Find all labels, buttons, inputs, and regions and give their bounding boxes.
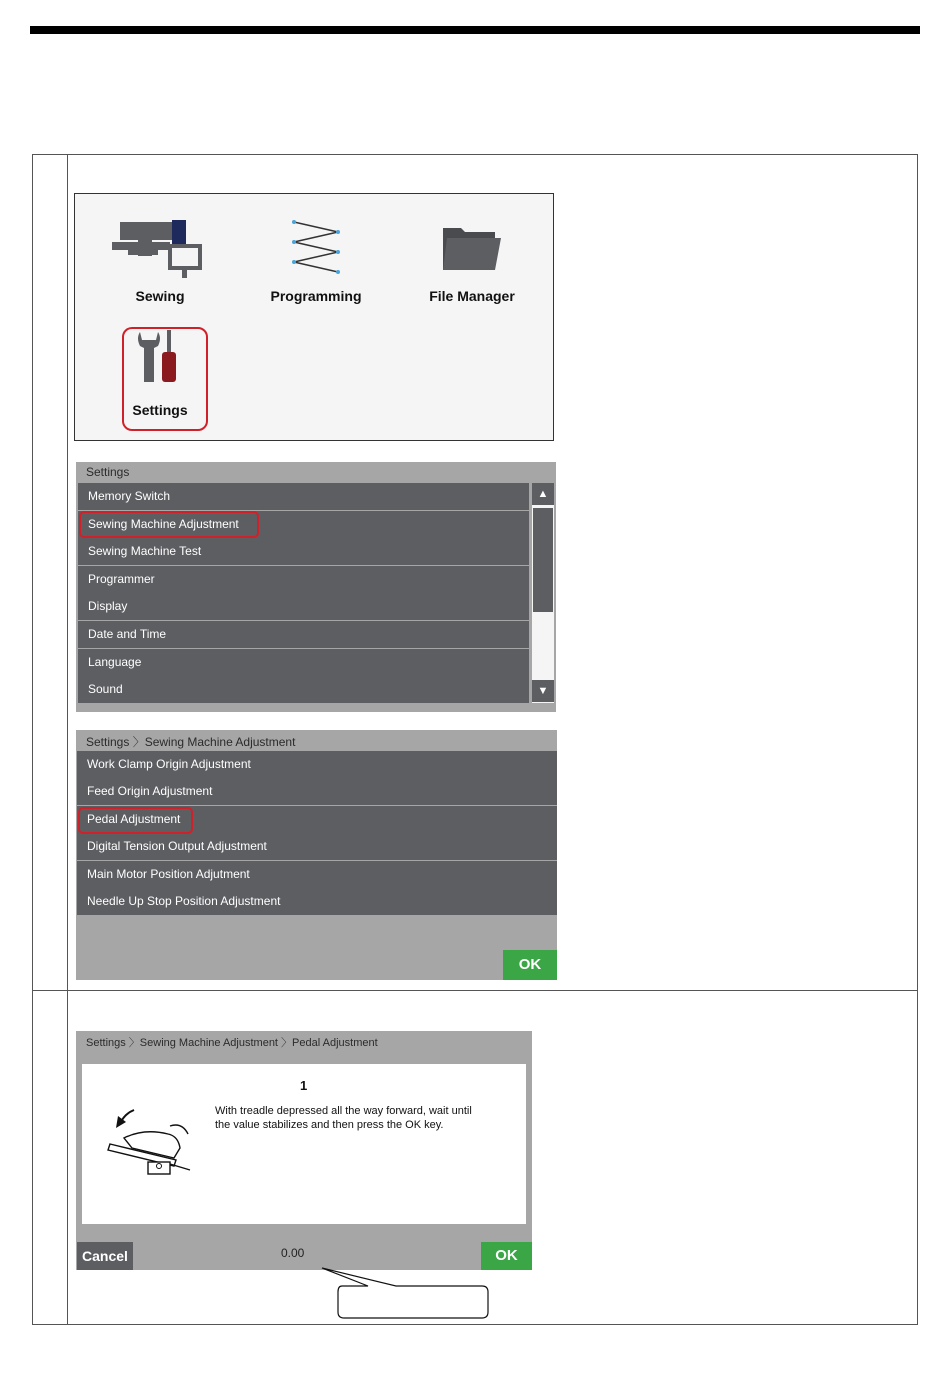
adjustment-item-label: Feed Origin Adjustment	[87, 784, 213, 798]
adjustment-item-label: Needle Up Stop Position Adjustment	[87, 894, 281, 908]
pedal-adjustment-highlight	[78, 807, 193, 834]
treadle-icon	[104, 1104, 204, 1184]
settings-item-memory-switch[interactable]	[78, 483, 529, 510]
adjustment-ok-button[interactable]: OK	[503, 950, 557, 980]
step-number: 1	[300, 1078, 308, 1093]
value-callout	[318, 1262, 498, 1322]
settings-header: Settings	[86, 465, 130, 479]
adjustment-item-label: Main Motor Position Adjutment	[87, 867, 250, 881]
app-sewing[interactable]	[85, 216, 235, 304]
settings-item-label: Display	[88, 599, 128, 613]
app-label-programming: Programming	[270, 288, 362, 304]
settings-panel	[76, 462, 556, 712]
pedal-breadcrumb: Settings 〉Sewing Machine Adjustment 〉Pedal Adjustment	[86, 1037, 378, 1049]
home-screen	[74, 193, 554, 441]
folder-icon	[437, 216, 507, 286]
settings-item-sound[interactable]	[78, 676, 529, 703]
settings-item-label: Date and Time	[88, 627, 167, 641]
settings-item-label: Memory Switch	[88, 489, 171, 503]
scroll-up-button[interactable]: ▲	[532, 483, 554, 505]
settings-item-label: Programmer	[88, 572, 155, 586]
app-programming[interactable]	[241, 216, 391, 304]
zigzag-icon	[286, 216, 346, 286]
settings-item-label: Sewing Machine Adjustment	[88, 517, 239, 531]
table-column-divider	[67, 154, 68, 1325]
settings-item-label: Sound	[88, 682, 123, 696]
settings-item-sewing-machine-test[interactable]	[78, 538, 529, 565]
settings-item-date-and-time[interactable]	[78, 621, 529, 648]
adjustment-panel	[76, 730, 557, 980]
pedal-content	[82, 1064, 526, 1224]
instruction-line-2: the value stabilizes and then press the OK key.	[215, 1119, 444, 1131]
adjustment-item-needle-up-stop[interactable]	[77, 888, 557, 915]
settings-highlight	[122, 327, 208, 431]
adjustment-item-label: Work Clamp Origin Adjustment	[87, 757, 251, 771]
pedal-ok-button[interactable]: OK	[481, 1242, 532, 1270]
sewing-machine-icon	[110, 216, 210, 286]
pedal-value: 0.00	[281, 1246, 305, 1260]
settings-item-programmer[interactable]	[78, 566, 529, 593]
adjustment-item-feed-origin[interactable]	[77, 778, 557, 805]
scroll-down-button[interactable]: ▼	[532, 680, 554, 702]
scrollbar-thumb[interactable]	[533, 508, 553, 612]
sewing-adjustment-highlight	[79, 511, 259, 538]
app-label-settings: Settings	[132, 402, 188, 418]
adjustment-item-label: Pedal Adjustment	[87, 812, 181, 826]
settings-item-label: Language	[88, 655, 142, 669]
app-label-sewing: Sewing	[135, 288, 185, 304]
table-row-divider	[32, 990, 918, 991]
adjustment-item-main-motor[interactable]	[77, 861, 557, 888]
cancel-button[interactable]: Cancel	[77, 1242, 133, 1270]
adjustment-item-label: Digital Tension Output Adjustment	[87, 839, 267, 853]
app-file-manager[interactable]	[397, 216, 547, 304]
settings-item-language[interactable]	[78, 649, 529, 676]
adjustment-item-work-clamp[interactable]	[77, 751, 557, 778]
top-rule	[30, 26, 920, 34]
instruction-line-1: With treadle depressed all the way forward, wait until	[215, 1105, 472, 1117]
pedal-panel	[76, 1031, 532, 1270]
settings-item-display[interactable]	[78, 593, 529, 620]
settings-item-label: Sewing Machine Test	[88, 544, 202, 558]
adjustment-item-digital-tension[interactable]	[77, 833, 557, 860]
adjustment-breadcrumb: Settings 〉Sewing Machine Adjustment	[86, 735, 296, 749]
app-label-file-manager: File Manager	[429, 288, 515, 304]
